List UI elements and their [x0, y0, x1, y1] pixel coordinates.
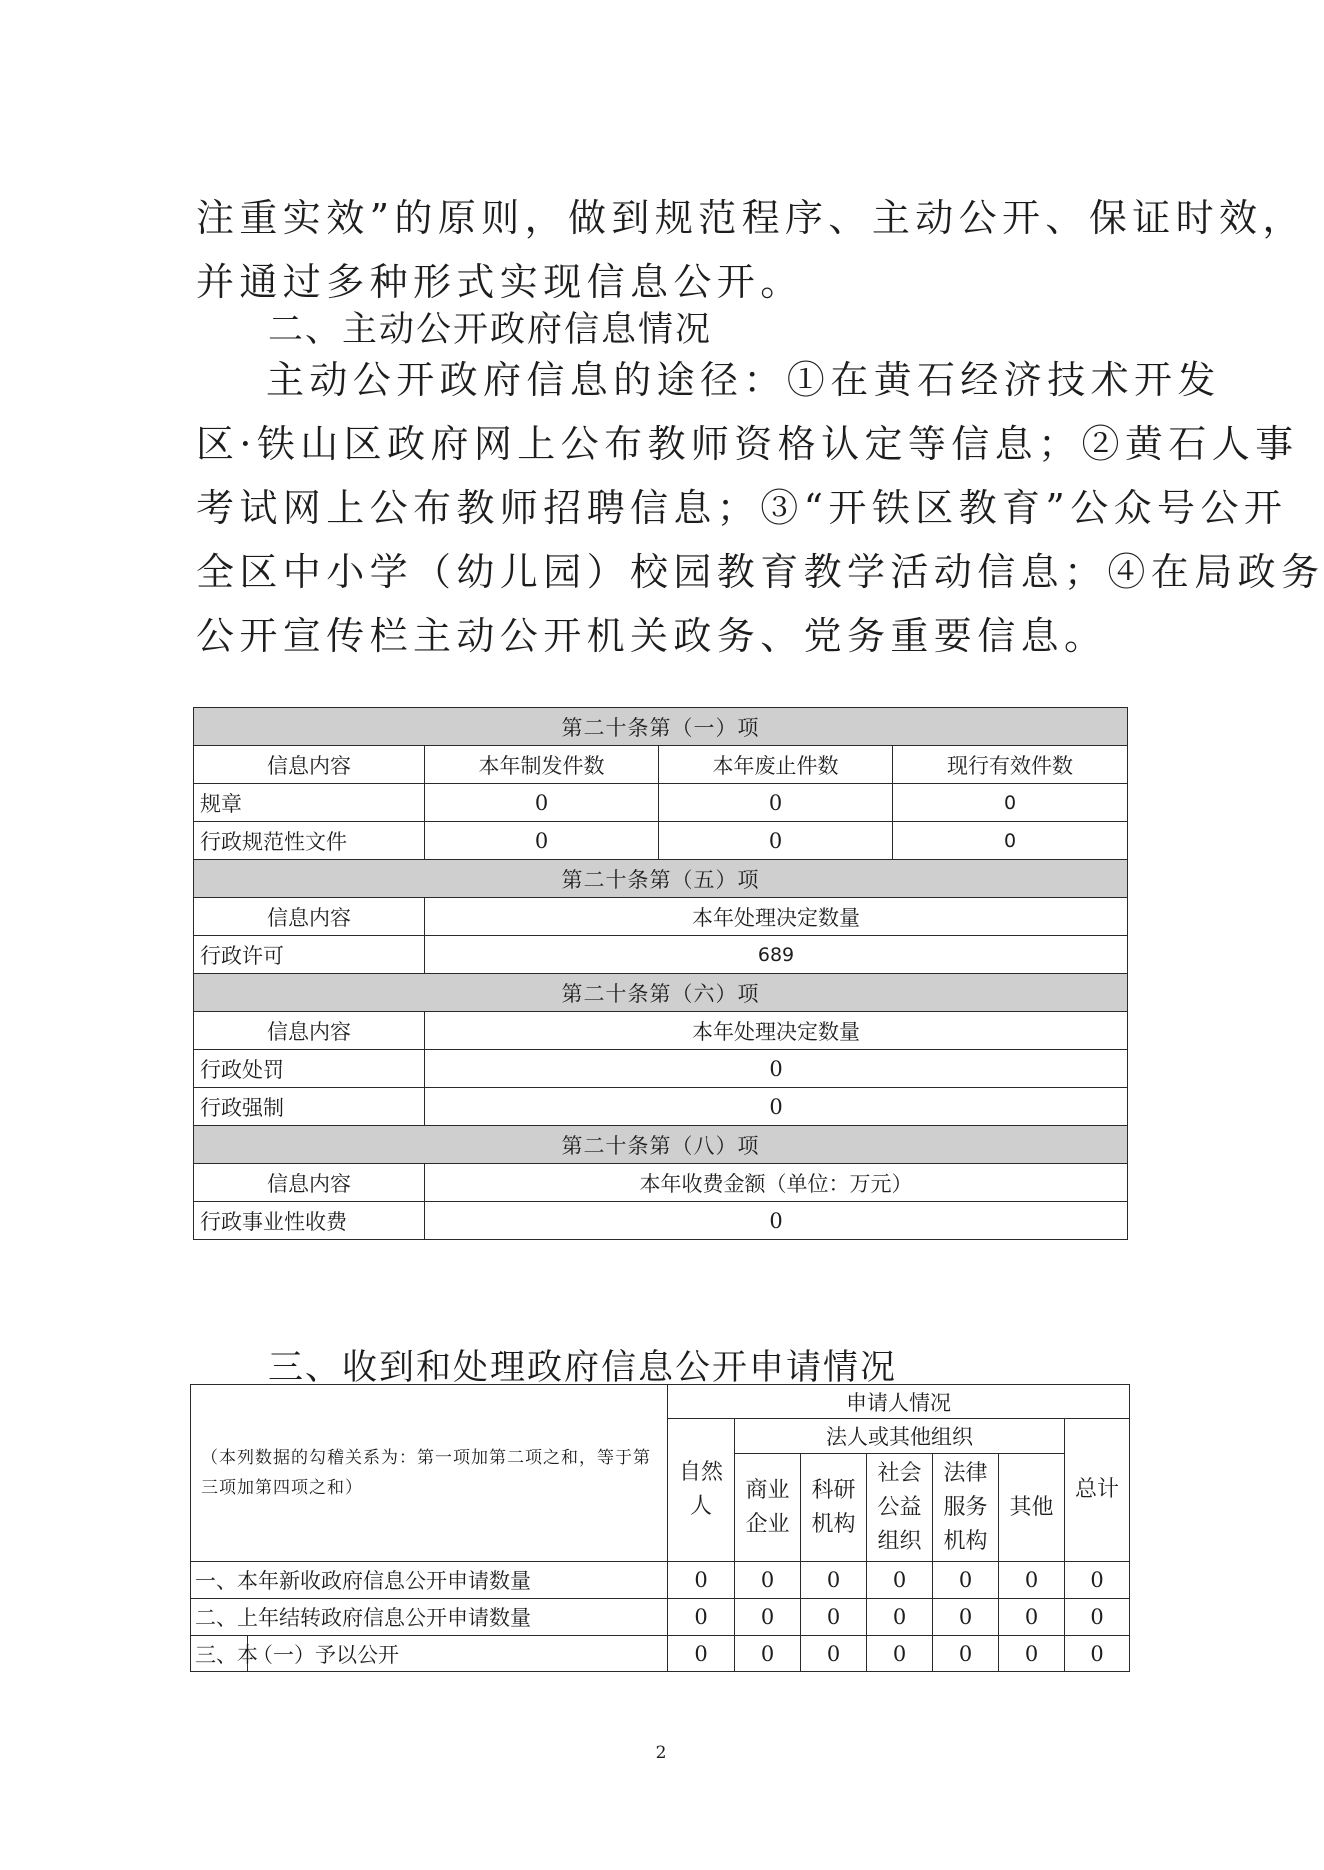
- applicant-header: 申请人情况: [668, 1385, 1130, 1419]
- row-label: 规章: [194, 784, 425, 822]
- section-heading-2: 二、主动公开政府信息情况: [268, 310, 713, 350]
- table-cell: 0: [801, 1636, 867, 1672]
- table-cell: 0: [933, 1562, 999, 1599]
- paragraph-line: 注重实效”的原则，做到规范程序、主动公开、保证时效，: [196, 196, 1306, 240]
- org-type-header: 科研机构: [801, 1454, 867, 1562]
- row-label: 三、本: [191, 1636, 248, 1672]
- org-type-header: 法律服务机构: [933, 1454, 999, 1562]
- table-cell: 0: [893, 822, 1128, 860]
- column-header: 信息内容: [194, 1164, 425, 1202]
- section-title: 第二十条第（六）项: [194, 974, 1128, 1012]
- table-cell: 0: [933, 1636, 999, 1672]
- org-type-header: 商业企业: [735, 1454, 801, 1562]
- natural-person-header: 自然人: [668, 1419, 735, 1562]
- requests-table: [190, 1384, 1130, 1672]
- table-cell: 0: [735, 1599, 801, 1636]
- table-row: [194, 822, 1128, 860]
- table-cell: 0: [999, 1636, 1065, 1672]
- intro-paragraph: [196, 186, 1306, 314]
- org-type-header: 社会公益组织: [867, 1454, 933, 1562]
- org-header: 法人或其他组织: [735, 1419, 1065, 1454]
- column-header: 信息内容: [194, 746, 425, 784]
- table-row: [194, 784, 1128, 822]
- row-label: 行政处罚: [194, 1050, 425, 1088]
- paragraph-line: 并通过多种形式实现信息公开。: [196, 260, 804, 304]
- paragraph-line: 区·铁山区政府网上公布教师资格认定等信息；②黄石人事: [196, 422, 1299, 466]
- column-header: 信息内容: [194, 898, 425, 936]
- row-label: 行政许可: [194, 936, 425, 974]
- table-cell: 0: [867, 1636, 933, 1672]
- row-label: 行政强制: [194, 1088, 425, 1126]
- table-row: [194, 1050, 1128, 1088]
- org-type-header: 其他: [999, 1454, 1065, 1562]
- table-cell: 0: [425, 1050, 1128, 1088]
- table-cell: 0: [999, 1599, 1065, 1636]
- table-cell: 0: [659, 822, 893, 860]
- table-cell: 0: [893, 784, 1128, 822]
- table-row: [191, 1636, 1130, 1672]
- paragraph-line: 全区中小学（幼儿园）校园教育教学活动信息；④在局政务: [196, 550, 1324, 594]
- table-cell: 0: [1065, 1636, 1130, 1672]
- table-cell: 0: [735, 1636, 801, 1672]
- table-cell: 0: [735, 1562, 801, 1599]
- column-header: 本年处理决定数量: [425, 898, 1128, 936]
- table-cell: 0: [1065, 1599, 1130, 1636]
- table-row: [194, 936, 1128, 974]
- column-header: 本年制发件数: [425, 746, 659, 784]
- table-row: [191, 1599, 1130, 1636]
- table-cell: 0: [999, 1562, 1065, 1599]
- column-header: 现行有效件数: [893, 746, 1128, 784]
- row-label: 二、上年结转政府信息公开申请数量: [191, 1599, 668, 1636]
- column-header: 本年废止件数: [659, 746, 893, 784]
- table-cell: 0: [425, 1088, 1128, 1126]
- paragraph-line: 主动公开政府信息的途径：①在黄石经济技术开发: [266, 358, 1221, 402]
- table-cell: 0: [801, 1599, 867, 1636]
- table-cell: 0: [1065, 1562, 1130, 1599]
- table-cell: 0: [659, 784, 893, 822]
- row-label: 行政规范性文件: [194, 822, 425, 860]
- note-cell: （本列数据的勾稽关系为：第一项加第二项之和，等于第三项加第四项之和）: [191, 1385, 668, 1562]
- paragraph-line: 公开宣传栏主动公开机关政务、党务重要信息。: [196, 614, 1108, 658]
- page-number: 2: [655, 1743, 667, 1763]
- table-cell: 0: [801, 1562, 867, 1599]
- table-cell: 0: [425, 1202, 1128, 1240]
- table-row: [194, 1088, 1128, 1126]
- section-title: 第二十条第（八）项: [194, 1126, 1128, 1164]
- table-row: [194, 1202, 1128, 1240]
- row-sublabel: （一）予以公开: [248, 1636, 668, 1672]
- section-heading-3: 三、收到和处理政府信息公开申请情况: [268, 1348, 898, 1388]
- table-cell: 0: [668, 1599, 735, 1636]
- table-cell: 0: [425, 784, 659, 822]
- channels-paragraph: [196, 348, 1324, 668]
- row-label: 行政事业性收费: [194, 1202, 425, 1240]
- table-cell: 0: [668, 1562, 735, 1599]
- paragraph-line: 考试网上公布教师招聘信息；③“开铁区教育”公众号公开: [196, 486, 1288, 530]
- table-cell: 0: [867, 1562, 933, 1599]
- column-header: 信息内容: [194, 1012, 425, 1050]
- table-cell: 0: [425, 822, 659, 860]
- total-header: 总计: [1065, 1419, 1130, 1562]
- active-disclosure-table: [193, 707, 1128, 1240]
- table-cell: 0: [933, 1599, 999, 1636]
- table-cell: 0: [867, 1599, 933, 1636]
- table-cell: 689: [425, 936, 1128, 974]
- row-label: 一、本年新收政府信息公开申请数量: [191, 1562, 668, 1599]
- column-header: 本年收费金额（单位：万元）: [425, 1164, 1128, 1202]
- column-header: 本年处理决定数量: [425, 1012, 1128, 1050]
- table-cell: 0: [668, 1636, 735, 1672]
- section-title: 第二十条第（一）项: [194, 708, 1128, 746]
- table-row: [191, 1562, 1130, 1599]
- section-title: 第二十条第（五）项: [194, 860, 1128, 898]
